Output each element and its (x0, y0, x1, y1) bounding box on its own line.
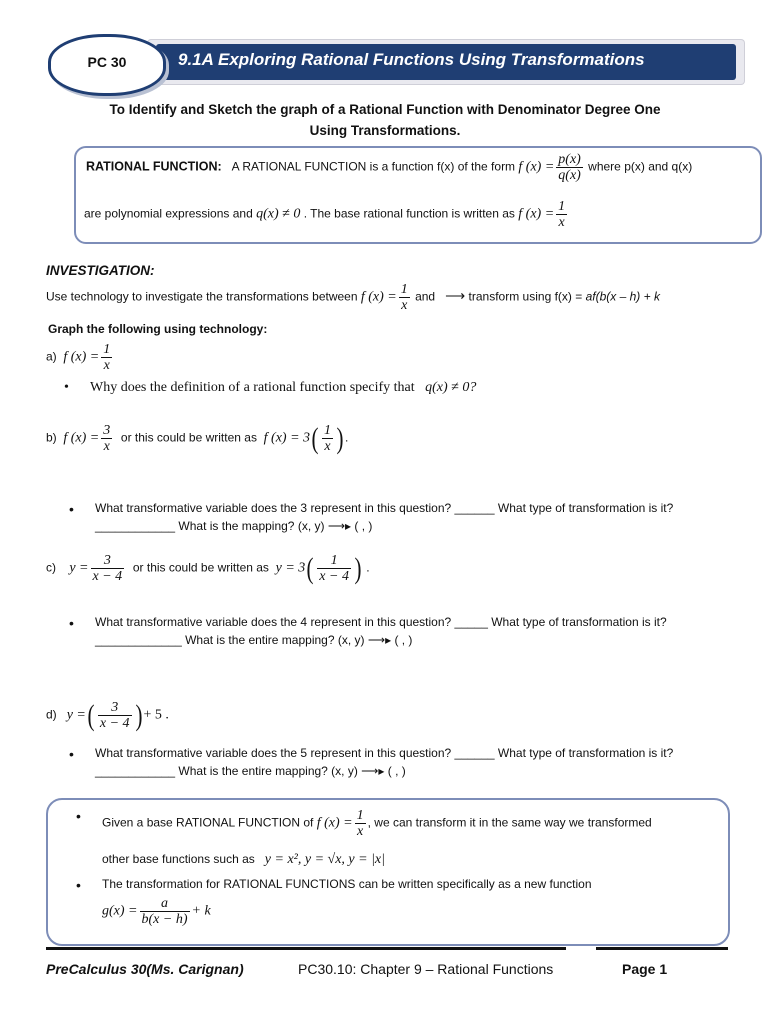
part-b-lhs: f (x) = (63, 430, 100, 446)
part-d-q1: • What transformative variable does the 5 represent in this question? ______ What type of transformation is it? (95, 746, 673, 760)
part-a-fraction (101, 342, 112, 373)
part-b-q2-text: ____________ What is the mapping? (x, y) (95, 519, 325, 533)
part-d-numerator: 3 (98, 700, 132, 716)
graph-heading: Graph the following using technology: (48, 322, 268, 336)
base-function-lhs: f (x) = (518, 206, 555, 222)
page-title: 9.1A Exploring Rational Functions Using Transformations (178, 50, 645, 69)
part-b-denominator2: x (324, 439, 331, 454)
part-c-numerator2: 1 (317, 553, 351, 569)
part-c-mapping-blank: ( , ) (394, 633, 413, 647)
summary-b1-line2 (102, 852, 385, 868)
course-badge-label: PC 30 (87, 54, 127, 70)
part-d-plus: + 5 . (143, 707, 169, 723)
part-c-denominator: x − 4 (92, 569, 123, 584)
part-d: d) y =( $\frac{3}{x - 4}$ ) + 5 . (46, 698, 169, 732)
definition-text4: . The base rational function is written as (303, 206, 515, 221)
part-c-q2-text: _____________ What is the entire mapping? (x, y) (95, 633, 365, 647)
part-c-fraction2 (317, 553, 351, 584)
investigation-intro-text: Use technology to investigate the transformations between (46, 289, 358, 304)
investigation-fraction (399, 282, 410, 313)
part-b-numerator2: 1 (324, 423, 332, 438)
definition-text1: A RATIONAL FUNCTION is a function f(x) of the form (231, 159, 516, 174)
part-c-fraction (91, 553, 125, 584)
part-b-end: . (345, 430, 349, 445)
summary-bullet2: • The transformation for RATIONAL FUNCTIONS can be written specifically as a new function (102, 877, 592, 891)
subtitle-line2: Using Transformations. (309, 123, 461, 138)
g-denominator: b(x − h) (141, 912, 188, 927)
part-b-q2 (95, 519, 372, 533)
part-a-lhs: f (x) = (63, 349, 100, 365)
base-functions-list: y = x², y = √x, y = |x| (264, 852, 385, 867)
part-b-lhs2: f (x) = 3 (263, 430, 311, 446)
summary-fraction (355, 808, 366, 839)
definition-lhs: f (x) = (518, 159, 555, 175)
part-b-denominator: x (103, 439, 110, 454)
part-c-label: c) (46, 560, 56, 575)
summary-numerator: 1 (356, 808, 364, 823)
summary-lhs: f (x) = (316, 815, 353, 831)
g-plus-k: + k (191, 903, 211, 919)
part-a-label: a) (46, 349, 57, 364)
definition-text2: where p(x) and q(x) (588, 159, 693, 174)
part-b-mapping-blank: ( , ) (354, 519, 373, 533)
part-d-mapping-blank: ( , ) (387, 764, 406, 778)
part-b-q1: • What transformative variable does the 3 represent in this question? ______ What type of transformation is it? (95, 501, 673, 515)
part-b-fraction2 (322, 423, 333, 454)
part-d-fraction (98, 700, 132, 731)
footer-center: PC30.10: Chapter 9 – Rational Functions (298, 961, 554, 977)
definition-fraction (556, 152, 583, 183)
arrow-icon: ⟶▸ (327, 519, 352, 533)
footer-left: PreCalculus 30(Ms. Carignan) (46, 961, 244, 977)
part-a-numerator: 1 (103, 342, 111, 357)
part-d-denominator: x − 4 (99, 716, 130, 731)
definition-condition: q(x) ≠ 0 (256, 206, 301, 222)
part-c: c) y = $\frac{3}{x - 4}$ or this could be written as y = 3( $\frac{1}{x - 4}$ ) . (46, 551, 370, 585)
investigation-and: and (415, 289, 436, 304)
base-function-numerator: 1 (558, 199, 566, 214)
part-c-mid-text: or this could be written as (132, 560, 269, 575)
summary-b1-text3: other base functions such as (102, 852, 255, 866)
arrow-icon: ⟶ (445, 287, 466, 304)
part-c-lhs: y = (69, 560, 89, 576)
part-a-condition: q(x) ≠ 0? (425, 380, 477, 395)
investigation-intro (46, 282, 660, 313)
part-c-denominator2: x − 4 (319, 569, 349, 584)
summary-b1-text2: , we can transform it in the same way we transformed (367, 815, 652, 830)
summary-formula (102, 896, 211, 927)
part-d-label: d) (46, 707, 57, 722)
base-function-denominator: x (558, 215, 565, 230)
part-a-question (90, 380, 476, 396)
investigation-heading: INVESTIGATION: (46, 263, 155, 278)
part-b-label: b) (46, 430, 57, 445)
definition-label: RATIONAL FUNCTION: (86, 159, 222, 174)
page-number: Page 1 (622, 961, 668, 977)
investigation-lhs: f (x) = (360, 289, 397, 305)
summary-bullet1 (102, 808, 652, 839)
part-b-mid-text: or this could be written as (120, 430, 257, 445)
transformation-formula: af(b(x – h) + k (585, 289, 660, 304)
arrow-icon: ⟶▸ (361, 764, 385, 778)
part-d-lhs: y = (66, 707, 86, 723)
part-c-q1: • What transformative variable does the 4 represent in this question? _____ What type of transformation is it? (95, 615, 667, 629)
subtitle-line1: To Identify and Sketch the graph of a Rational Function with Denominator Degree One (109, 102, 661, 117)
part-c-end: . (366, 560, 370, 575)
part-d-q2-text: ____________ What is the entire mapping? (x, y) (95, 764, 358, 778)
g-lhs: g(x) = (102, 903, 138, 919)
investigation-numerator: 1 (400, 282, 408, 297)
definition-denominator: q(x) (558, 168, 581, 183)
g-fraction (140, 896, 190, 927)
part-c-lhs2: y = 3 (275, 560, 306, 576)
part-a (46, 342, 114, 373)
part-b-fraction (101, 423, 112, 454)
part-b: b) f (x) = $\frac{3}{x}$ or this could be written as f (x) = 3( $\frac{1}{x}$ ) . (46, 421, 349, 455)
g-numerator: a (140, 896, 190, 912)
part-d-q2 (95, 764, 406, 778)
summary-denominator: x (357, 824, 364, 839)
part-a-denominator: x (103, 358, 110, 373)
part-c-q2 (95, 633, 412, 647)
arrow-icon: ⟶▸ (367, 633, 392, 647)
investigation-intro-text2: transform using f(x) = (468, 289, 583, 304)
part-a-question-text: Why does the definition of a rational function specify that (90, 380, 415, 395)
footer-rule-right (596, 947, 728, 950)
definition-numerator: p(x) (558, 152, 581, 167)
base-function-fraction (556, 199, 567, 230)
definition-line1 (86, 152, 756, 183)
definition-line2 (84, 199, 754, 230)
footer-rule-left (46, 947, 566, 950)
investigation-denominator: x (401, 298, 408, 313)
part-c-numerator: 3 (91, 553, 125, 569)
part-b-numerator: 3 (103, 423, 111, 438)
summary-b1-text1: Given a base RATIONAL FUNCTION of (102, 815, 314, 830)
definition-text3: are polynomial expressions and (84, 206, 253, 221)
